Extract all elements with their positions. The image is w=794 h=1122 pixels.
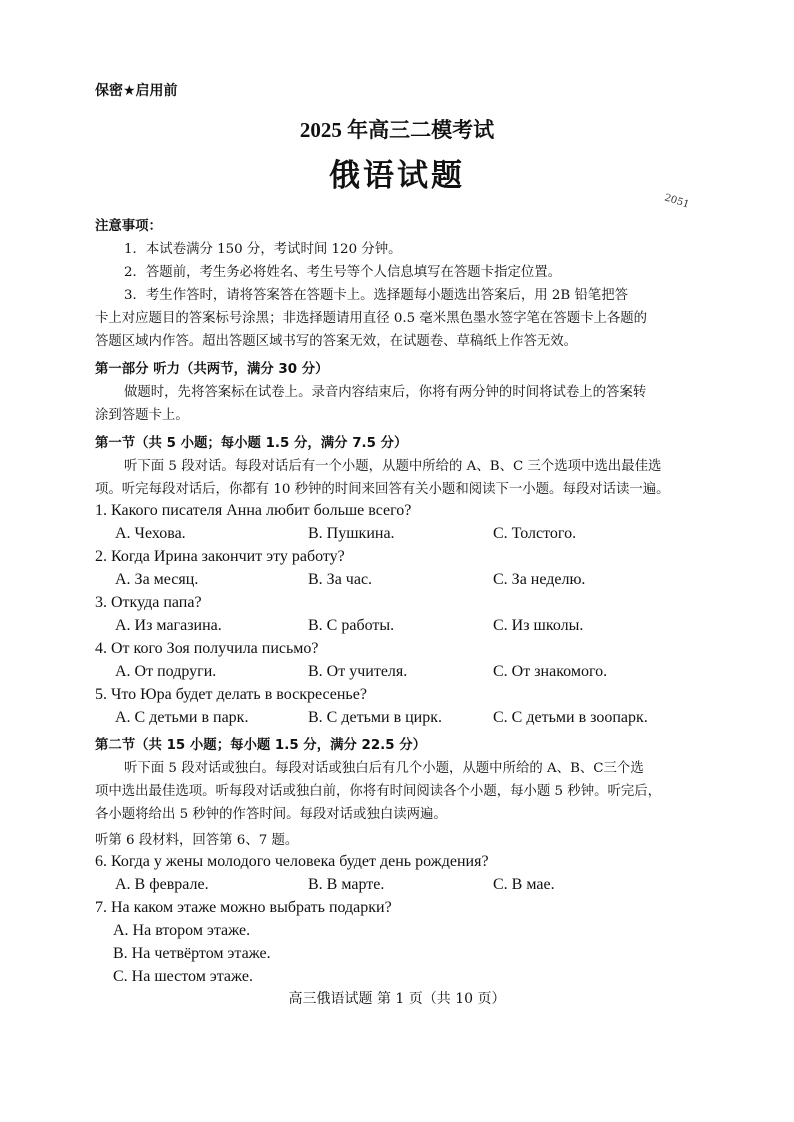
section1-intro: 听下面 5 段对话。每段对话后有一个小题，从题中所给的 A、B、C 三个选项中选出最佳选: [124, 459, 662, 474]
q1-option-b: B. Пушкина.: [308, 525, 395, 542]
handwritten-number: 2051: [662, 192, 691, 211]
part1-intro-cont: 涂到答题卡上。: [95, 408, 189, 423]
section2-intro-end: 各小题将给出 5 秒钟的作答时间。每段对话或独白读两遍。: [95, 807, 447, 822]
question-3: 3. Откуда папа?: [95, 594, 202, 611]
exam-title: 2025 年高三二模考试: [299, 118, 495, 142]
q7-option-c: C. На шестом этаже.: [113, 968, 253, 985]
q2-option-a: A. За месяц.: [115, 571, 199, 588]
q5-option-a: A. С детьми в парк.: [115, 709, 249, 726]
q1-option-a: A. Чехова.: [115, 525, 186, 542]
q5-option-b: B. С детьми в цирк.: [308, 709, 443, 726]
section2-heading: 第二节（共 15 小题；每小题 1.5 分，满分 22.5 分）: [95, 738, 427, 753]
q7-option-a: A. На втором этаже.: [113, 922, 251, 939]
section2-intro: 听下面 5 段对话或独白。每段对话或独白后有几个小题，从题中所给的 A、B、C三个选: [124, 761, 644, 776]
section1-heading: 第一节（共 5 小题；每小题 1.5 分，满分 7.5 分）: [95, 436, 408, 451]
part1-intro: 做题时，先将答案标在试卷上。录音内容结束后，你将有两分钟的时间将试卷上的答案转: [124, 385, 647, 400]
q4-option-a: A. От подруги.: [115, 663, 217, 680]
q1-option-c: C. Толстого.: [493, 525, 577, 542]
q3-option-c: C. Из школы.: [493, 617, 584, 634]
question-2: 2. Когда Ирина закончит эту работу?: [95, 548, 345, 565]
q6-option-b: B. В марте.: [308, 876, 385, 893]
q6-option-c: C. В мае.: [493, 876, 555, 893]
section2-intro-cont: 项中选出最佳选项。听每段对话或独白前，你将有时间阅读各个小题，每小题 5 秒钟。听完后，: [95, 784, 662, 799]
part1-heading: 第一部分 听力（共两节，满分 30 分）: [95, 362, 329, 377]
q5-option-c: C. С детьми в зоопарк.: [493, 709, 648, 726]
question-6: 6. Когда у жены молодого человека будет день рождения?: [95, 853, 489, 870]
q4-option-b: B. От учителя.: [308, 663, 408, 680]
q2-option-c: C. За неделю.: [493, 571, 586, 588]
notice-item-1: 1．本试卷满分 150 分，考试时间 120 分钟。: [124, 242, 402, 257]
q3-option-b: B. С работы.: [308, 617, 395, 634]
notice-item-3: 3．考生作答时，请将答案答在答题卡上。选择题每小题选出答案后，用 2B 铅笔把答: [124, 288, 629, 303]
material-instruction: 听第 6 段材料，回答第 6、7 题。: [95, 833, 299, 848]
q2-option-b: B. За час.: [308, 571, 373, 588]
notice-item-3-cont: 卡上对应题目的答案标号涂黑；非选择题请用直径 0.5 毫米黑色墨水签字笔在答题卡上各题的: [95, 311, 648, 326]
section1-intro-cont: 项。听完每段对话后，你都有 10 秒钟的时间来回答有关小题和阅读下一小题。每段对话读一遍。: [95, 482, 670, 497]
notice-item-3-end: 答题区域内作答。超出答题区域书写的答案无效，在试题卷、草稿纸上作答无效。: [95, 334, 578, 349]
notice-item-2: 2．答题前，考生务必将姓名、考生号等个人信息填写在答题卡指定位置。: [124, 265, 562, 280]
question-5: 5. Что Юра будет делать в воскресенье?: [95, 686, 367, 703]
q4-option-c: C. От знакомого.: [493, 663, 608, 680]
exam-subtitle: 俄语试题: [329, 158, 465, 194]
q3-option-a: A. Из магазина.: [115, 617, 222, 634]
question-7: 7. На каком этаже можно выбрать подарки?: [95, 899, 392, 916]
q7-option-b: B. На четвёртом этаже.: [113, 945, 271, 962]
question-4: 4. От кого Зоя получила письмо?: [95, 640, 319, 657]
secret-label: 保密★启用前: [95, 83, 178, 99]
notice-heading: 注意事项：: [95, 219, 162, 234]
question-1: 1. Какого писателя Анна любит больше всего?: [95, 502, 412, 519]
page-footer: 高三俄语试题 第 1 页（共 10 页）: [288, 991, 506, 1007]
q6-option-a: A. В феврале.: [115, 876, 209, 893]
